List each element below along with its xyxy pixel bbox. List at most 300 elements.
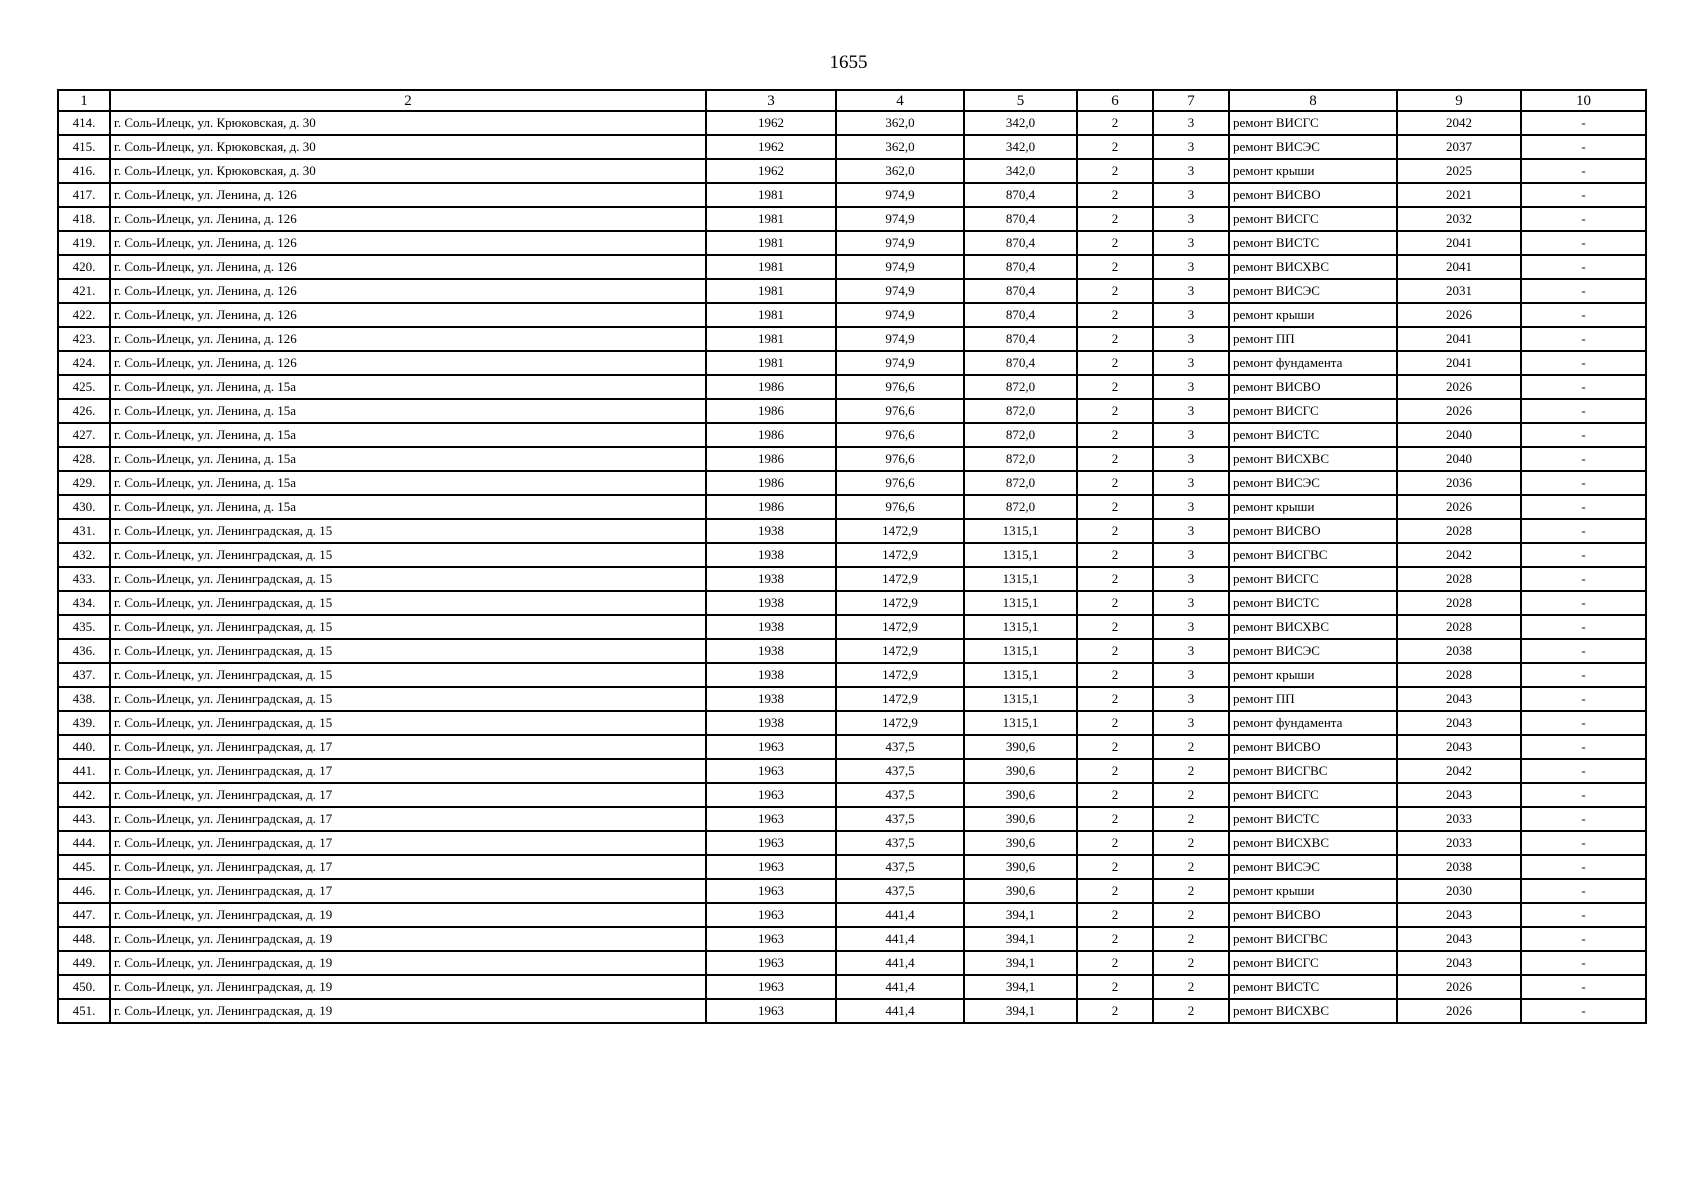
cell-entrances: 3 <box>1153 375 1229 399</box>
cell-year-built: 1938 <box>706 615 836 639</box>
cell-year-built: 1986 <box>706 399 836 423</box>
cell-planned-year: 2043 <box>1397 711 1521 735</box>
cell-planned-year: 2026 <box>1397 975 1521 999</box>
cell-entrances: 3 <box>1153 231 1229 255</box>
cell-planned-year: 2028 <box>1397 567 1521 591</box>
cell-living-area: 872,0 <box>964 447 1077 471</box>
cell-planned-year: 2025 <box>1397 159 1521 183</box>
cell-planned-year: 2030 <box>1397 879 1521 903</box>
cell-row-number: 416. <box>58 159 110 183</box>
cell-address: г. Соль-Илецк, ул. Ленинградская, д. 15 <box>110 663 706 687</box>
cell-address: г. Соль-Илецк, ул. Ленинградская, д. 15 <box>110 711 706 735</box>
cell-entrances: 3 <box>1153 471 1229 495</box>
cell-row-number: 422. <box>58 303 110 327</box>
cell-work-type: ремонт ПП <box>1229 327 1397 351</box>
cell-notes: - <box>1521 711 1646 735</box>
cell-row-number: 420. <box>58 255 110 279</box>
cell-row-number: 451. <box>58 999 110 1023</box>
cell-year-built: 1938 <box>706 567 836 591</box>
cell-entrances: 3 <box>1153 447 1229 471</box>
cell-total-area: 976,6 <box>836 423 964 447</box>
cell-entrances: 2 <box>1153 903 1229 927</box>
cell-row-number: 423. <box>58 327 110 351</box>
cell-floors: 2 <box>1077 831 1153 855</box>
cell-entrances: 3 <box>1153 303 1229 327</box>
cell-work-type: ремонт ВИСЭС <box>1229 639 1397 663</box>
cell-total-area: 437,5 <box>836 831 964 855</box>
cell-floors: 2 <box>1077 855 1153 879</box>
cell-entrances: 3 <box>1153 495 1229 519</box>
cell-planned-year: 2028 <box>1397 519 1521 543</box>
cell-planned-year: 2043 <box>1397 927 1521 951</box>
cell-row-number: 431. <box>58 519 110 543</box>
table-row <box>58 591 1646 615</box>
cell-entrances: 2 <box>1153 783 1229 807</box>
cell-floors: 2 <box>1077 951 1153 975</box>
table-row <box>58 903 1646 927</box>
cell-total-area: 976,6 <box>836 471 964 495</box>
table-row <box>58 783 1646 807</box>
cell-work-type: ремонт крыши <box>1229 495 1397 519</box>
cell-year-built: 1938 <box>706 519 836 543</box>
cell-total-area: 976,6 <box>836 495 964 519</box>
cell-row-number: 447. <box>58 903 110 927</box>
cell-total-area: 441,4 <box>836 903 964 927</box>
cell-year-built: 1981 <box>706 303 836 327</box>
cell-floors: 2 <box>1077 999 1153 1023</box>
cell-year-built: 1963 <box>706 975 836 999</box>
cell-planned-year: 2026 <box>1397 999 1521 1023</box>
cell-living-area: 1315,1 <box>964 711 1077 735</box>
cell-notes: - <box>1521 567 1646 591</box>
cell-row-number: 440. <box>58 735 110 759</box>
cell-living-area: 872,0 <box>964 495 1077 519</box>
cell-work-type: ремонт ВИСГВС <box>1229 759 1397 783</box>
cell-work-type: ремонт ВИСВО <box>1229 183 1397 207</box>
cell-work-type: ремонт ВИСЭС <box>1229 855 1397 879</box>
table-row <box>58 231 1646 255</box>
page-number: 1655 <box>829 52 868 73</box>
cell-row-number: 434. <box>58 591 110 615</box>
cell-year-built: 1963 <box>706 759 836 783</box>
cell-notes: - <box>1521 279 1646 303</box>
cell-floors: 2 <box>1077 183 1153 207</box>
cell-planned-year: 2041 <box>1397 231 1521 255</box>
cell-year-built: 1986 <box>706 471 836 495</box>
column-header: 5 <box>964 90 1077 111</box>
cell-entrances: 2 <box>1153 855 1229 879</box>
cell-entrances: 3 <box>1153 663 1229 687</box>
cell-work-type: ремонт ВИСГВС <box>1229 543 1397 567</box>
cell-row-number: 448. <box>58 927 110 951</box>
cell-floors: 2 <box>1077 255 1153 279</box>
cell-floors: 2 <box>1077 351 1153 375</box>
table-row <box>58 279 1646 303</box>
cell-notes: - <box>1521 759 1646 783</box>
cell-work-type: ремонт ВИСВО <box>1229 903 1397 927</box>
cell-address: г. Соль-Илецк, ул. Ленинградская, д. 15 <box>110 543 706 567</box>
cell-entrances: 2 <box>1153 975 1229 999</box>
cell-address: г. Соль-Илецк, ул. Ленина, д. 126 <box>110 183 706 207</box>
cell-floors: 2 <box>1077 711 1153 735</box>
cell-total-area: 437,5 <box>836 735 964 759</box>
cell-notes: - <box>1521 231 1646 255</box>
cell-work-type: ремонт ВИСХВС <box>1229 447 1397 471</box>
cell-planned-year: 2042 <box>1397 759 1521 783</box>
cell-floors: 2 <box>1077 975 1153 999</box>
table-row <box>58 975 1646 999</box>
cell-row-number: 442. <box>58 783 110 807</box>
cell-address: г. Соль-Илецк, ул. Ленинградская, д. 15 <box>110 567 706 591</box>
cell-entrances: 3 <box>1153 567 1229 591</box>
cell-notes: - <box>1521 951 1646 975</box>
cell-total-area: 1472,9 <box>836 663 964 687</box>
cell-notes: - <box>1521 735 1646 759</box>
cell-notes: - <box>1521 183 1646 207</box>
cell-planned-year: 2038 <box>1397 855 1521 879</box>
table-row <box>58 639 1646 663</box>
cell-floors: 2 <box>1077 759 1153 783</box>
cell-entrances: 3 <box>1153 711 1229 735</box>
cell-floors: 2 <box>1077 279 1153 303</box>
cell-entrances: 3 <box>1153 327 1229 351</box>
cell-floors: 2 <box>1077 591 1153 615</box>
cell-floors: 2 <box>1077 423 1153 447</box>
cell-row-number: 414. <box>58 111 110 135</box>
cell-floors: 2 <box>1077 519 1153 543</box>
cell-planned-year: 2026 <box>1397 399 1521 423</box>
cell-total-area: 441,4 <box>836 927 964 951</box>
cell-living-area: 394,1 <box>964 999 1077 1023</box>
cell-total-area: 441,4 <box>836 951 964 975</box>
table-row <box>58 183 1646 207</box>
table-row <box>58 759 1646 783</box>
cell-year-built: 1963 <box>706 879 836 903</box>
cell-living-area: 870,4 <box>964 183 1077 207</box>
cell-work-type: ремонт фундамента <box>1229 711 1397 735</box>
cell-planned-year: 2036 <box>1397 471 1521 495</box>
cell-planned-year: 2042 <box>1397 111 1521 135</box>
table-row <box>58 135 1646 159</box>
cell-living-area: 342,0 <box>964 135 1077 159</box>
cell-year-built: 1981 <box>706 183 836 207</box>
cell-planned-year: 2042 <box>1397 543 1521 567</box>
cell-year-built: 1963 <box>706 927 836 951</box>
table-row <box>58 375 1646 399</box>
cell-living-area: 394,1 <box>964 927 1077 951</box>
cell-total-area: 974,9 <box>836 303 964 327</box>
table-row <box>58 399 1646 423</box>
cell-notes: - <box>1521 399 1646 423</box>
cell-work-type: ремонт ВИСГС <box>1229 567 1397 591</box>
cell-total-area: 1472,9 <box>836 591 964 615</box>
cell-floors: 2 <box>1077 207 1153 231</box>
cell-living-area: 870,4 <box>964 279 1077 303</box>
cell-address: г. Соль-Илецк, ул. Ленина, д. 126 <box>110 303 706 327</box>
table-row <box>58 711 1646 735</box>
cell-year-built: 1963 <box>706 807 836 831</box>
cell-notes: - <box>1521 855 1646 879</box>
cell-address: г. Соль-Илецк, ул. Ленинградская, д. 15 <box>110 687 706 711</box>
repair-schedule-table <box>57 89 1647 1024</box>
cell-work-type: ремонт ВИСТС <box>1229 231 1397 255</box>
cell-work-type: ремонт ВИСЭС <box>1229 135 1397 159</box>
cell-entrances: 3 <box>1153 207 1229 231</box>
cell-work-type: ремонт ВИСГС <box>1229 951 1397 975</box>
column-header: 8 <box>1229 90 1397 111</box>
cell-entrances: 3 <box>1153 135 1229 159</box>
cell-floors: 2 <box>1077 783 1153 807</box>
cell-row-number: 450. <box>58 975 110 999</box>
cell-address: г. Соль-Илецк, ул. Ленина, д. 15а <box>110 375 706 399</box>
cell-notes: - <box>1521 423 1646 447</box>
cell-planned-year: 2033 <box>1397 807 1521 831</box>
cell-planned-year: 2043 <box>1397 735 1521 759</box>
cell-living-area: 870,4 <box>964 303 1077 327</box>
cell-work-type: ремонт ВИСХВС <box>1229 831 1397 855</box>
cell-total-area: 362,0 <box>836 159 964 183</box>
cell-planned-year: 2028 <box>1397 591 1521 615</box>
table-row <box>58 831 1646 855</box>
cell-notes: - <box>1521 447 1646 471</box>
cell-notes: - <box>1521 615 1646 639</box>
cell-address: г. Соль-Илецк, ул. Ленинградская, д. 17 <box>110 783 706 807</box>
cell-work-type: ремонт ВИСВО <box>1229 735 1397 759</box>
cell-notes: - <box>1521 783 1646 807</box>
cell-planned-year: 2041 <box>1397 255 1521 279</box>
cell-notes: - <box>1521 495 1646 519</box>
cell-living-area: 1315,1 <box>964 639 1077 663</box>
cell-floors: 2 <box>1077 639 1153 663</box>
cell-year-built: 1963 <box>706 783 836 807</box>
cell-work-type: ремонт ВИСХВС <box>1229 255 1397 279</box>
cell-year-built: 1962 <box>706 135 836 159</box>
cell-planned-year: 2026 <box>1397 375 1521 399</box>
cell-year-built: 1986 <box>706 375 836 399</box>
cell-notes: - <box>1521 327 1646 351</box>
cell-total-area: 974,9 <box>836 327 964 351</box>
cell-row-number: 435. <box>58 615 110 639</box>
table-row <box>58 423 1646 447</box>
cell-entrances: 2 <box>1153 879 1229 903</box>
cell-total-area: 437,5 <box>836 879 964 903</box>
cell-row-number: 415. <box>58 135 110 159</box>
cell-living-area: 390,6 <box>964 855 1077 879</box>
table-header-row <box>58 90 1646 111</box>
cell-row-number: 421. <box>58 279 110 303</box>
cell-living-area: 390,6 <box>964 807 1077 831</box>
cell-entrances: 3 <box>1153 639 1229 663</box>
cell-living-area: 1315,1 <box>964 663 1077 687</box>
cell-floors: 2 <box>1077 663 1153 687</box>
cell-living-area: 872,0 <box>964 375 1077 399</box>
cell-year-built: 1963 <box>706 951 836 975</box>
cell-living-area: 390,6 <box>964 783 1077 807</box>
cell-floors: 2 <box>1077 543 1153 567</box>
cell-address: г. Соль-Илецк, ул. Ленина, д. 126 <box>110 207 706 231</box>
cell-floors: 2 <box>1077 447 1153 471</box>
table-row <box>58 351 1646 375</box>
cell-planned-year: 2031 <box>1397 279 1521 303</box>
cell-total-area: 976,6 <box>836 399 964 423</box>
cell-total-area: 362,0 <box>836 111 964 135</box>
cell-work-type: ремонт ВИСВО <box>1229 375 1397 399</box>
cell-living-area: 1315,1 <box>964 567 1077 591</box>
table-row <box>58 255 1646 279</box>
cell-work-type: ремонт ВИСГС <box>1229 207 1397 231</box>
table-row <box>58 951 1646 975</box>
column-header: 9 <box>1397 90 1521 111</box>
table-row <box>58 663 1646 687</box>
cell-address: г. Соль-Илецк, ул. Ленинградская, д. 17 <box>110 735 706 759</box>
cell-total-area: 976,6 <box>836 375 964 399</box>
table-row <box>58 927 1646 951</box>
cell-row-number: 419. <box>58 231 110 255</box>
column-header: 7 <box>1153 90 1229 111</box>
cell-planned-year: 2040 <box>1397 447 1521 471</box>
cell-work-type: ремонт крыши <box>1229 303 1397 327</box>
cell-entrances: 3 <box>1153 351 1229 375</box>
cell-planned-year: 2028 <box>1397 615 1521 639</box>
cell-total-area: 1472,9 <box>836 543 964 567</box>
cell-entrances: 3 <box>1153 519 1229 543</box>
table-row <box>58 159 1646 183</box>
cell-floors: 2 <box>1077 615 1153 639</box>
cell-total-area: 974,9 <box>836 351 964 375</box>
cell-entrances: 2 <box>1153 807 1229 831</box>
table-row <box>58 567 1646 591</box>
cell-planned-year: 2038 <box>1397 639 1521 663</box>
cell-year-built: 1938 <box>706 687 836 711</box>
cell-year-built: 1986 <box>706 423 836 447</box>
cell-entrances: 2 <box>1153 831 1229 855</box>
cell-work-type: ремонт ВИСГС <box>1229 783 1397 807</box>
cell-living-area: 390,6 <box>964 831 1077 855</box>
cell-year-built: 1963 <box>706 855 836 879</box>
cell-address: г. Соль-Илецк, ул. Ленина, д. 126 <box>110 231 706 255</box>
cell-notes: - <box>1521 879 1646 903</box>
cell-address: г. Соль-Илецк, ул. Ленина, д. 15а <box>110 399 706 423</box>
cell-total-area: 441,4 <box>836 999 964 1023</box>
cell-entrances: 3 <box>1153 615 1229 639</box>
cell-row-number: 446. <box>58 879 110 903</box>
cell-notes: - <box>1521 159 1646 183</box>
cell-total-area: 1472,9 <box>836 519 964 543</box>
cell-row-number: 429. <box>58 471 110 495</box>
cell-planned-year: 2040 <box>1397 423 1521 447</box>
cell-floors: 2 <box>1077 111 1153 135</box>
cell-floors: 2 <box>1077 231 1153 255</box>
table-body <box>58 111 1646 1023</box>
cell-work-type: ремонт ВИСХВС <box>1229 615 1397 639</box>
cell-entrances: 2 <box>1153 999 1229 1023</box>
table-row <box>58 807 1646 831</box>
cell-living-area: 870,4 <box>964 351 1077 375</box>
cell-work-type: ремонт ВИСТС <box>1229 423 1397 447</box>
cell-planned-year: 2043 <box>1397 903 1521 927</box>
cell-notes: - <box>1521 111 1646 135</box>
table-row <box>58 687 1646 711</box>
cell-total-area: 437,5 <box>836 855 964 879</box>
cell-year-built: 1981 <box>706 231 836 255</box>
cell-entrances: 3 <box>1153 423 1229 447</box>
cell-total-area: 1472,9 <box>836 687 964 711</box>
cell-row-number: 417. <box>58 183 110 207</box>
cell-notes: - <box>1521 543 1646 567</box>
cell-floors: 2 <box>1077 927 1153 951</box>
cell-work-type: ремонт ВИСВО <box>1229 519 1397 543</box>
cell-notes: - <box>1521 927 1646 951</box>
column-header: 1 <box>58 90 110 111</box>
cell-living-area: 872,0 <box>964 423 1077 447</box>
cell-living-area: 390,6 <box>964 879 1077 903</box>
cell-row-number: 424. <box>58 351 110 375</box>
cell-entrances: 2 <box>1153 735 1229 759</box>
cell-address: г. Соль-Илецк, ул. Ленинградская, д. 15 <box>110 615 706 639</box>
cell-floors: 2 <box>1077 399 1153 423</box>
table-row <box>58 111 1646 135</box>
cell-floors: 2 <box>1077 303 1153 327</box>
cell-floors: 2 <box>1077 327 1153 351</box>
table-row <box>58 519 1646 543</box>
cell-address: г. Соль-Илецк, ул. Ленинградская, д. 19 <box>110 903 706 927</box>
column-header: 3 <box>706 90 836 111</box>
cell-work-type: ремонт ВИСГС <box>1229 399 1397 423</box>
cell-entrances: 3 <box>1153 111 1229 135</box>
cell-work-type: ремонт ВИСЭС <box>1229 471 1397 495</box>
cell-year-built: 1938 <box>706 639 836 663</box>
cell-year-built: 1938 <box>706 591 836 615</box>
cell-row-number: 425. <box>58 375 110 399</box>
cell-living-area: 394,1 <box>964 951 1077 975</box>
table-row <box>58 879 1646 903</box>
cell-year-built: 1986 <box>706 495 836 519</box>
cell-planned-year: 2043 <box>1397 687 1521 711</box>
cell-living-area: 872,0 <box>964 471 1077 495</box>
cell-year-built: 1962 <box>706 111 836 135</box>
cell-floors: 2 <box>1077 903 1153 927</box>
table-row <box>58 327 1646 351</box>
cell-living-area: 872,0 <box>964 399 1077 423</box>
cell-notes: - <box>1521 975 1646 999</box>
cell-entrances: 3 <box>1153 687 1229 711</box>
cell-address: г. Соль-Илецк, ул. Ленинградская, д. 15 <box>110 591 706 615</box>
cell-floors: 2 <box>1077 735 1153 759</box>
cell-year-built: 1938 <box>706 711 836 735</box>
cell-planned-year: 2043 <box>1397 783 1521 807</box>
cell-living-area: 394,1 <box>964 975 1077 999</box>
cell-planned-year: 2026 <box>1397 495 1521 519</box>
cell-notes: - <box>1521 207 1646 231</box>
cell-row-number: 437. <box>58 663 110 687</box>
cell-year-built: 1986 <box>706 447 836 471</box>
column-header: 4 <box>836 90 964 111</box>
cell-year-built: 1963 <box>706 735 836 759</box>
cell-address: г. Соль-Илецк, ул. Ленинградская, д. 17 <box>110 831 706 855</box>
cell-address: г. Соль-Илецк, ул. Ленинградская, д. 17 <box>110 879 706 903</box>
column-header: 2 <box>110 90 706 111</box>
cell-work-type: ремонт ВИСХВС <box>1229 999 1397 1023</box>
cell-year-built: 1981 <box>706 207 836 231</box>
cell-address: г. Соль-Илецк, ул. Ленинградская, д. 17 <box>110 855 706 879</box>
cell-notes: - <box>1521 351 1646 375</box>
cell-address: г. Соль-Илецк, ул. Ленинградская, д. 17 <box>110 807 706 831</box>
cell-address: г. Соль-Илецк, ул. Ленина, д. 15а <box>110 423 706 447</box>
cell-living-area: 1315,1 <box>964 687 1077 711</box>
cell-living-area: 1315,1 <box>964 543 1077 567</box>
cell-total-area: 974,9 <box>836 207 964 231</box>
cell-total-area: 437,5 <box>836 783 964 807</box>
